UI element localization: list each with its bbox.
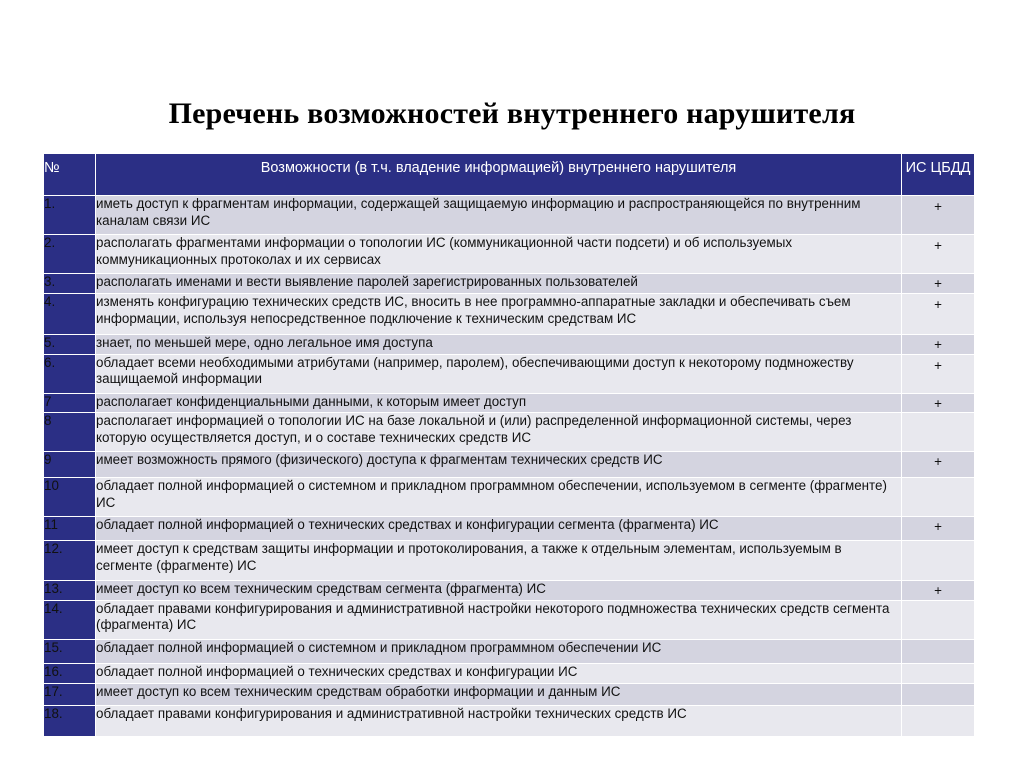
table-row: [44, 235, 975, 274]
row-capability: имеет доступ ко всем техническим средствам обработки информации и данным ИС: [96, 683, 902, 705]
row-capability: располагает конфиденциальными данными, к которым имеет доступ: [96, 393, 902, 413]
row-applicability-mark: [902, 413, 975, 452]
table-row: [44, 478, 975, 517]
row-number: 13.: [44, 581, 96, 601]
row-number: 1.: [44, 196, 96, 235]
header-is-cbdd: ИС ЦБДД: [902, 154, 975, 196]
row-number: 16.: [44, 663, 96, 683]
table-row: [44, 335, 975, 355]
row-capability: имеет доступ ко всем техническим средствам сегмента (фрагмента) ИС: [96, 581, 902, 601]
row-number: 5.: [44, 335, 96, 355]
row-capability: знает, по меньшей мере, одно легальное имя доступа: [96, 335, 902, 355]
table-row: [44, 639, 975, 663]
row-capability: располагает информацией о топологии ИС на базе локальной и (или) распределенной информационной системы, через которую осуществляется доступ, и о составе технических средств ИС: [96, 413, 902, 452]
capabilities-table: [43, 153, 975, 737]
row-applicability-mark: [902, 541, 975, 581]
row-applicability-mark: +: [902, 517, 975, 541]
table-row: [44, 274, 975, 294]
row-capability: изменять конфигурацию технических средств ИС, вносить в нее программно-аппаратные закладки и обеспечивать съем информации, используя непосредственное подключение к техническим средствам ИС: [96, 294, 902, 335]
slide-title: Перечень возможностей внутреннего нарушителя: [168, 97, 856, 130]
table-row: [44, 452, 975, 478]
row-capability: имеет доступ к средствам защиты информации и протоколирования, а также к отдельным элементам, используемым в сегменте (фрагменте) ИС: [96, 541, 902, 581]
table-body: [44, 196, 975, 737]
row-capability: иметь доступ к фрагментам информации, содержащей защищаемую информацию и распространяющейся по внутренним каналам связи ИС: [96, 196, 902, 235]
row-number: 2.: [44, 235, 96, 274]
table-row: [44, 683, 975, 705]
table-row: [44, 196, 975, 235]
header-number: №: [44, 154, 96, 196]
row-applicability-mark: [902, 705, 975, 736]
table-row: [44, 541, 975, 581]
table-row: [44, 705, 975, 736]
row-capability: обладает правами конфигурирования и административной настройки технических средств ИС: [96, 705, 902, 736]
row-number: 3.: [44, 274, 96, 294]
row-number: 4.: [44, 294, 96, 335]
row-applicability-mark: [902, 600, 975, 639]
table-row: [44, 393, 975, 413]
table-row: [44, 581, 975, 601]
row-capability: обладает полной информацией о технических средствах и конфигурации ИС: [96, 663, 902, 683]
row-number: 11: [44, 517, 96, 541]
row-number: 8: [44, 413, 96, 452]
row-applicability-mark: +: [902, 235, 975, 274]
row-applicability-mark: [902, 663, 975, 683]
row-applicability-mark: [902, 478, 975, 517]
table-row: [44, 600, 975, 639]
table-row: [44, 294, 975, 335]
row-applicability-mark: +: [902, 354, 975, 393]
row-capability: обладает полной информацией о технических средствах и конфигурации сегмента (фрагмента) ИС: [96, 517, 902, 541]
row-applicability-mark: +: [902, 581, 975, 601]
header-capabilities: Возможности (в т.ч. владение информацией) внутреннего нарушителя: [96, 154, 902, 196]
row-capability: обладает правами конфигурирования и административной настройки некоторого подмножества технических средств сегмента (фрагмента) ИС: [96, 600, 902, 639]
row-applicability-mark: [902, 683, 975, 705]
row-number: 10: [44, 478, 96, 517]
table-row: [44, 663, 975, 683]
row-number: 12.: [44, 541, 96, 581]
row-applicability-mark: +: [902, 335, 975, 355]
row-applicability-mark: +: [902, 452, 975, 478]
row-applicability-mark: +: [902, 294, 975, 335]
row-capability: обладает всеми необходимыми атрибутами (например, паролем), обеспечивающими доступ к некоторому подмножеству защищаемой информации: [96, 354, 902, 393]
row-applicability-mark: +: [902, 393, 975, 413]
row-capability: располагать фрагментами информации о топологии ИС (коммуникационной части подсети) и об используемых коммуникационных протоколах и их сервисах: [96, 235, 902, 274]
table-row: [44, 517, 975, 541]
row-applicability-mark: [902, 639, 975, 663]
table-header-row: [44, 154, 975, 196]
row-number: 17.: [44, 683, 96, 705]
row-number: 14.: [44, 600, 96, 639]
row-capability: обладает полной информацией о системном и прикладном программном обеспечении ИС: [96, 639, 902, 663]
row-applicability-mark: +: [902, 274, 975, 294]
row-capability: располагать именами и вести выявление паролей зарегистрированных пользователей: [96, 274, 902, 294]
row-number: 9: [44, 452, 96, 478]
table-row: [44, 354, 975, 393]
row-number: 7: [44, 393, 96, 413]
row-number: 18.: [44, 705, 96, 736]
table-row: [44, 413, 975, 452]
row-capability: обладает полной информацией о системном и прикладном программном обеспечении, используемом в сегменте (фрагменте) ИС: [96, 478, 902, 517]
row-applicability-mark: +: [902, 196, 975, 235]
row-number: 6.: [44, 354, 96, 393]
row-capability: имеет возможность прямого (физического) доступа к фрагментам технических средств ИС: [96, 452, 902, 478]
row-number: 15.: [44, 639, 96, 663]
